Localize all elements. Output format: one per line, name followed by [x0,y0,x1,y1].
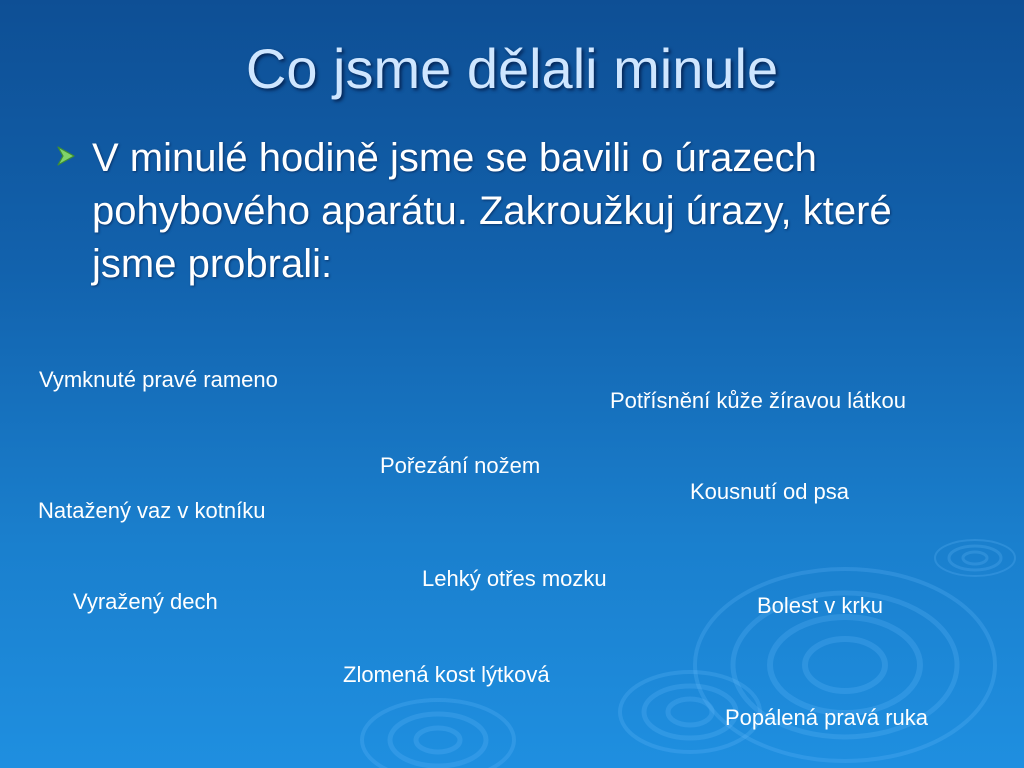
injury-label: Vyražený dech [73,589,218,614]
injury-label: Kousnutí od psa [690,479,850,504]
arrow-bullet-icon [54,144,78,168]
slide-title: Co jsme dělali minule [245,37,779,100]
injury-label: Lehký otřes mozku [422,566,607,591]
injury-label: Bolest v krku [757,593,883,618]
injury-label: Potřísnění kůže žíravou látkou [610,388,906,413]
injury-label: Natažený vaz v kotníku [38,498,266,523]
injury-label: Vymknuté pravé rameno [39,367,278,392]
injury-label: Zlomená kost lýtková [343,662,550,687]
injury-label: Popálená pravá ruka [725,705,929,730]
injury-label: Pořezání nožem [380,453,541,478]
bullet-text: V minulé hodině jsme se bavili o úrazech pohybového aparátu. Zakroužkuj úrazy, které jsme probrali: [92,136,892,286]
